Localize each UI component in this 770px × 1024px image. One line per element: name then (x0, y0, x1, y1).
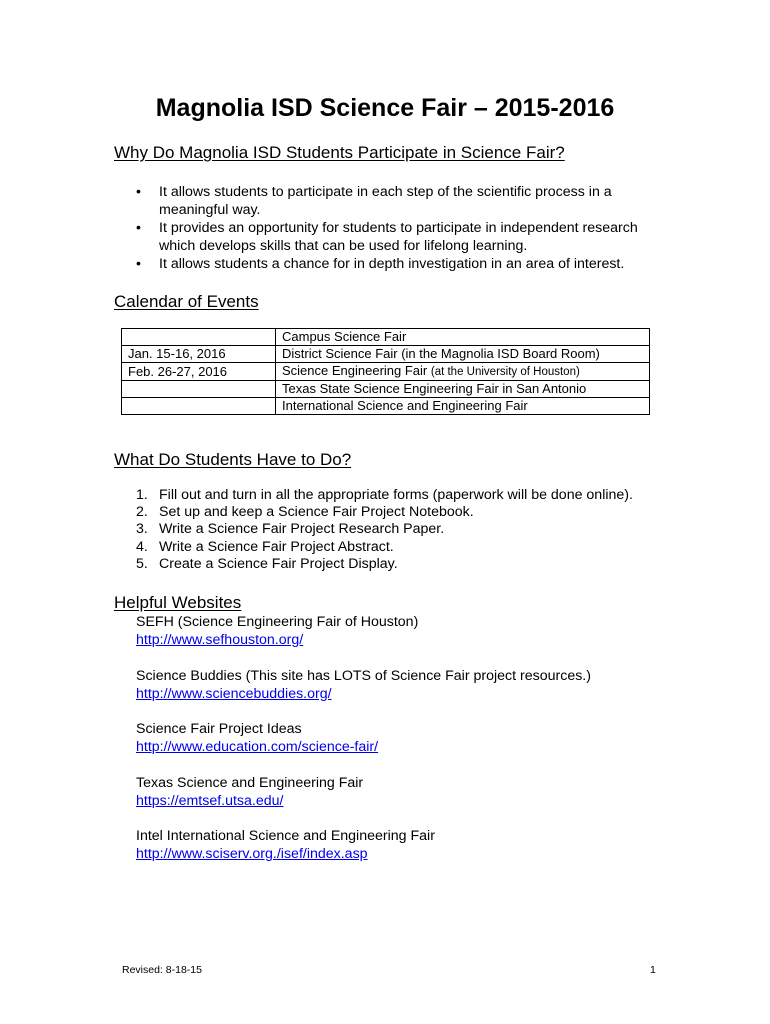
todo-heading: What Do Students Have to Do? (114, 450, 352, 469)
why-bullet-list (136, 183, 676, 273)
calendar-heading: Calendar of Events (114, 292, 259, 311)
website-name: SEFH (Science Engineering Fair of Houston) (136, 614, 419, 630)
date-cell (122, 381, 276, 398)
event-cell (276, 398, 650, 415)
step-number: 5. (136, 555, 148, 572)
table-row (122, 346, 650, 363)
step-number: 2. (136, 504, 148, 521)
website-name: Intel International Science and Engineering Fair (136, 828, 435, 844)
website-item (136, 774, 591, 810)
revised-date: Revised: 8-18-15 (122, 964, 202, 976)
page-number: 1 (650, 964, 656, 976)
website-item (136, 827, 591, 863)
website-link[interactable]: http://www.sciserv.org./isef/index.asp (136, 846, 368, 862)
event-cell (276, 329, 650, 346)
event-name: Campus Science Fair (282, 329, 407, 344)
date-cell (122, 398, 276, 415)
calendar-table (121, 328, 650, 415)
website-item (136, 720, 591, 756)
website-link[interactable]: http://www.education.com/science-fair/ (136, 739, 379, 755)
event-name: District Science Fair (in the Magnolia ISD Board Room) (282, 346, 600, 361)
websites-heading: Helpful Websites (114, 593, 242, 612)
step-text: Create a Science Fair Project Display. (159, 555, 398, 572)
list-item (136, 556, 633, 573)
step-number: 3. (136, 521, 148, 538)
step-text: Fill out and turn in all the appropriate forms (paperwork will be done online). (159, 487, 633, 503)
event-name: International Science and Engineering Fair (282, 398, 528, 413)
todo-step-list (136, 487, 633, 573)
list-item (136, 521, 633, 538)
event-note: (at the University of Houston) (430, 366, 580, 378)
bullet-icon: • (136, 184, 141, 200)
website-name: Science Fair Project Ideas (136, 721, 302, 737)
list-item (136, 183, 676, 219)
list-item (136, 504, 633, 521)
bullet-text: It allows students to participate in each step of the scientific process in a meaningful way. (159, 184, 612, 218)
table-row (122, 381, 650, 398)
bullet-icon: • (136, 220, 141, 236)
website-item (136, 667, 591, 703)
event-cell (276, 363, 650, 381)
bullet-text: It provides an opportunity for students to participate in independent research which develops skills that can be used for lifelong learning. (159, 220, 638, 254)
page-title: Magnolia ISD Science Fair – 2015-2016 (155, 94, 615, 122)
date-cell: Feb. 26-27, 2016 (122, 363, 276, 381)
table-row (122, 398, 650, 415)
event-name: Science Engineering Fair (282, 363, 428, 378)
event-cell (276, 346, 650, 363)
website-link[interactable]: https://emtsef.utsa.edu/ (136, 792, 284, 809)
bullet-icon: • (136, 256, 141, 272)
table-row (122, 363, 650, 381)
website-item (136, 613, 591, 649)
step-text: Set up and keep a Science Fair Project Notebook. (159, 504, 474, 521)
table-row (122, 329, 650, 346)
step-number: 1. (136, 487, 148, 503)
website-link[interactable]: http://www.sciencebuddies.org/ (136, 685, 332, 702)
date-cell: Jan. 15-16, 2016 (122, 346, 276, 363)
event-cell (276, 381, 650, 398)
website-name: Science Buddies (This site has LOTS of Science Fair project resources.) (136, 667, 591, 684)
step-text: Write a Science Fair Project Abstract. (159, 538, 394, 555)
bullet-text: It allows students a chance for in depth investigation in an area of interest. (159, 256, 625, 272)
event-name: Texas State Science Engineering Fair in San Antonio (282, 381, 587, 396)
step-text: Write a Science Fair Project Research Paper. (159, 521, 445, 538)
website-name: Texas Science and Engineering Fair (136, 774, 364, 791)
website-link[interactable]: http://www.sefhouston.org/ (136, 632, 304, 648)
date-cell (122, 329, 276, 346)
list-item (136, 539, 633, 556)
list-item (136, 219, 676, 255)
website-list (136, 613, 591, 881)
why-heading: Why Do Magnolia ISD Students Participate in Science Fair? (114, 143, 565, 162)
list-item (136, 255, 676, 273)
list-item (136, 487, 633, 504)
step-number: 4. (136, 538, 148, 555)
